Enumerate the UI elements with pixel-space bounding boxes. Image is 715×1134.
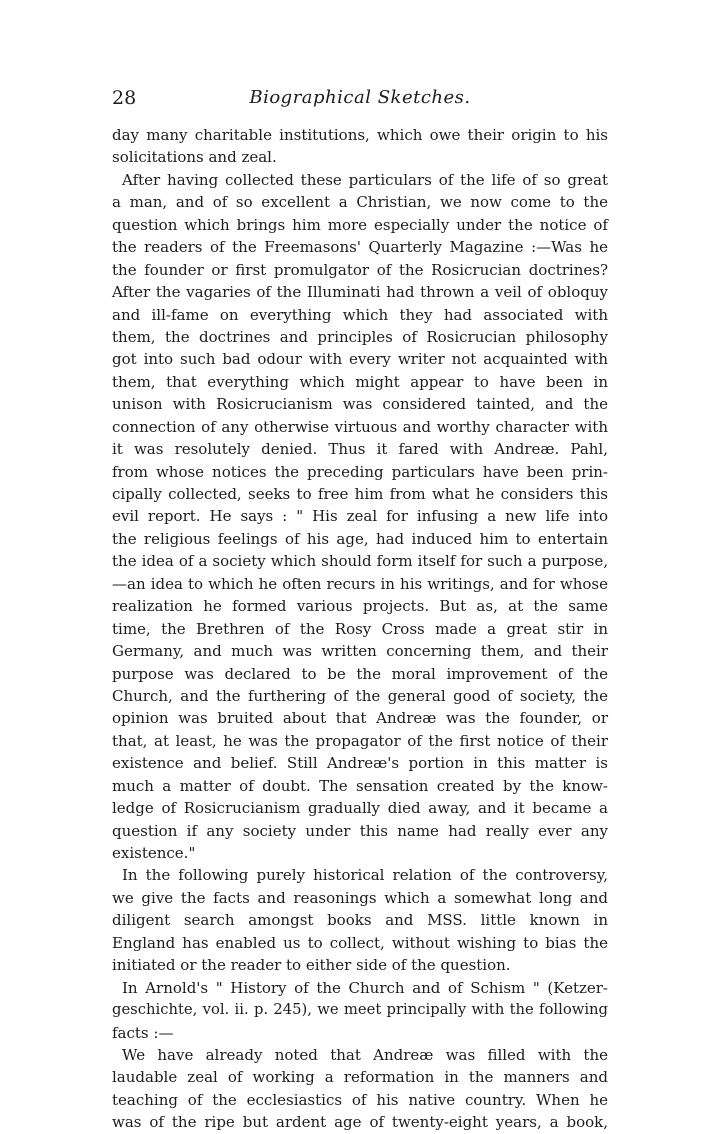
text-line: question if any society under this name had really ever any [112, 821, 608, 840]
text-line: laudable zeal of working a reformation in the manners and [112, 1068, 608, 1087]
paragraph-first-line: We have already noted that Andreæ was filled with the [122, 1045, 608, 1064]
text-line: and ill-fame on everything which they had associated with [112, 305, 608, 324]
paragraph-first-line: In the following purely historical relation of the controversy, [122, 866, 608, 885]
text-line: teaching of the ecclesiastics of his native country. When he [112, 1090, 608, 1109]
running-head [112, 86, 608, 112]
text-line: we give the facts and reasonings which a somewhat long and [112, 888, 608, 907]
text-line: Germany, and much was written concerning them, and their [112, 642, 608, 661]
text-line: After the vagaries of the Illuminati had thrown a veil of obloquy [112, 283, 608, 302]
text-line: purpose was declared to be the moral improvement of the [112, 664, 608, 683]
text-line: ledge of Rosicrucianism gradually died away, and it became a [112, 799, 608, 818]
text-line: Church, and the furthering of the general good of society, the [112, 686, 608, 705]
paragraph-first-line: After having collected these particulars of the life of so great [122, 170, 608, 189]
text-line: geschichte, vol. ii. p. 245), we meet principally with the following [112, 1001, 608, 1019]
text-line: England has enabled us to collect, without wishing to bias the [112, 933, 608, 952]
text-line: them, the doctrines and principles of Rosicrucian philosophy [112, 327, 608, 346]
text-line: opinion was bruited about that Andreæ was the founder, or [112, 709, 608, 728]
text-line: diligent search amongst books and MSS. little known in [112, 911, 608, 930]
text-line: question which brings him more especially under the notice of [112, 215, 608, 234]
text-line: —an idea to which he often recurs in his writings, and for whose [112, 574, 608, 593]
text-line: facts :— [112, 1023, 174, 1042]
text-line: got into such bad odour with every writer not acquainted with [112, 350, 608, 369]
text-line: the religious feelings of his age, had induced him to entertain [112, 529, 608, 548]
text-line: it was resolutely denied. Thus it fared with Andreæ. Pahl, [112, 440, 608, 459]
text-line: was of the ripe but ardent age of twenty-eight years, a book, [112, 1113, 608, 1132]
text-line: existence and belief. Still Andreæ's portion in this matter is [112, 754, 608, 773]
text-line: that, at least, he was the propagator of the first notice of their [112, 731, 608, 750]
text-line: realization he formed various projects. But as, at the same [112, 597, 608, 616]
text-line: the idea of a society which should form itself for such a purpose, [112, 552, 608, 571]
text-line: cipally collected, seeks to free him from what he considers this [112, 485, 608, 503]
text-line: the readers of the Freemasons' Quarterly Magazine :—Was he [112, 238, 608, 257]
text-line: evil report. He says : " His zeal for infusing a new life into [112, 507, 608, 526]
text-line: day many charitable institutions, which owe their origin to his [112, 126, 608, 144]
running-head-title: Biographical Sketches. [249, 87, 471, 108]
text-line: unison with Rosicrucianism was considered tainted, and the [112, 395, 608, 414]
paragraph-first-line: In Arnold's " History of the Church and of Schism " (Ketzer- [122, 978, 608, 997]
text-line: much a matter of doubt. The sensation created by the know- [112, 776, 608, 795]
text-line: connection of any otherwise virtuous and worthy character with [112, 417, 608, 436]
text-line: time, the Brethren of the Rosy Cross made a great stir in [112, 619, 608, 638]
text-line: solicitations and zeal. [112, 148, 277, 167]
body-text [112, 124, 608, 1134]
text-line: the founder or first promulgator of the Rosicrucian doctrines? [112, 260, 608, 279]
page-number: 28 [112, 87, 137, 109]
text-line: existence." [112, 844, 196, 862]
text-line: from whose notices the preceding particulars have been prin- [112, 462, 608, 481]
text-line: a man, and of so excellent a Christian, we now come to the [112, 193, 608, 212]
text-line: them, that everything which might appear to have been in [112, 372, 608, 391]
text-line: initiated or the reader to either side of the question. [112, 956, 511, 975]
